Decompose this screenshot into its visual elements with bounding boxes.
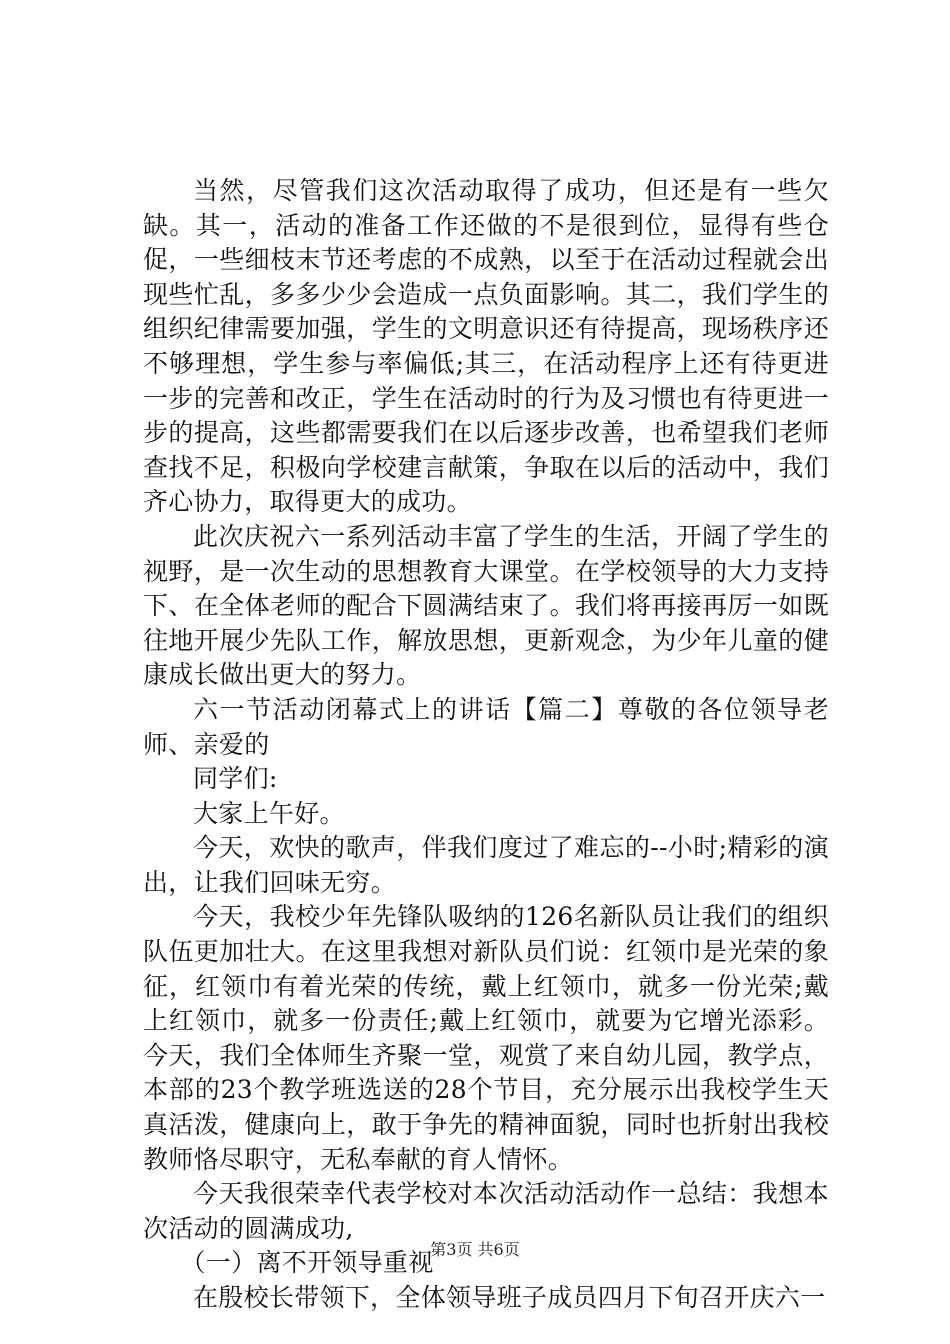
paragraph-principal-led: 在殷校长带领下，全体领导班子成员四月下旬召开庆六一 (193, 1283, 826, 1312)
paragraph-summary: 此次庆祝六一系列活动丰富了学生的生活，开阔了学生的视野，是一次生动的思想教育大课堂。在学校领导的大力支持下、在全体老师的配合下圆满结束了。我们将再接再厉一如既往地开展少先队工作，解放思想，更新观念，为少年儿童的健康成长做出更大的努力。 (143, 521, 829, 690)
paragraph-today-songs: 今天，欢快的歌声，伴我们度过了难忘的--小时;精彩的演出，让我们回味无穷。 (143, 833, 829, 897)
page-number-label: 第3页 共6页 (430, 1240, 520, 1259)
paragraph-new-members: 今天，我校少年先锋队吸纳的126名新队员让我们的组织队伍更加壮大。在这里我想对新队员们说：红领巾是光荣的象征，红领巾有着光荣的传统，戴上红领巾，就多一份光荣;戴上红领巾，就多一份责任;戴上红领巾，就要为它增光添彩。今天，我们全体师生齐聚一堂，观赏了来自幼儿园，教学点，本部的23个教学班选送的28个节目，充分展示出我校学生天真活泼，健康向上，敢于争先的精神面貌，同时也折射出我校教师恪尽职守，无私奉献的育人情怀。 (143, 902, 829, 1174)
paragraph-honored-summary: 今天我很荣幸代表学校对本次活动活动作一总结：我想本次活动的圆满成功, (143, 1179, 829, 1243)
paragraph-greeting-students: 同学们: (193, 764, 278, 794)
paragraph-section-two-title: 六一节活动闭幕式上的讲话【篇二】尊敬的各位领导老师、亲爱的 (143, 694, 829, 759)
document-body (143, 174, 829, 1316)
paragraph-point-one-heading: （一）离不开领导重视 (180, 1248, 434, 1278)
page-footer (0, 1240, 950, 1260)
paragraph-shortcomings: 当然，尽管我们这次活动取得了成功，但还是有一些欠缺。其一，活动的准备工作还做的不是很到位，显得有些仓促，一些细枝末节还考虑的不成熟，以至于在活动过程就会出现些忙乱，多多少少会造成一点负面影响。其二，我们学生的组织纪律需要加强，学生的文明意识还有待提高，现场秩序还不够理想，学生参与率偏低;其三，在活动程序上还有待更进一步的完善和改正，学生在活动时的行为及习惯也有待更进一步的提高，这些都需要我们在以后逐步改善，也希望我们老师查找不足，积极向学校建言献策，争取在以后的活动中，我们齐心协力，取得更大的成功。 (143, 176, 829, 517)
paragraph-greeting-morning: 大家上午好。 (193, 798, 345, 828)
